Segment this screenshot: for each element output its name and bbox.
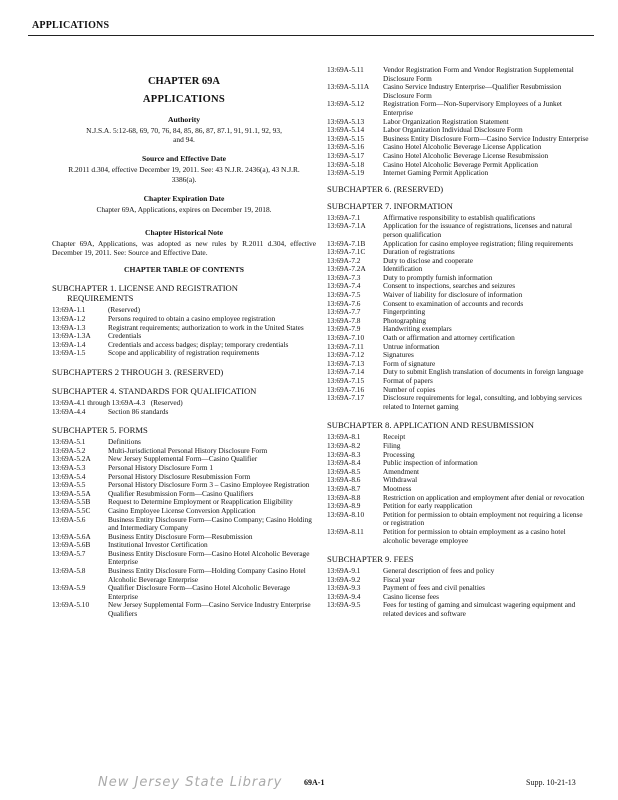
subchapter-4-list — [52, 399, 316, 416]
subchapter-9-heading: SUBCHAPTER 9. FEES — [327, 554, 414, 565]
section-number: 13:69A-7.15 — [327, 376, 365, 385]
toc-row — [327, 100, 589, 117]
section-number: 13:69A-7.1B — [327, 238, 366, 248]
subchapters-2-3-heading: SUBCHAPTERS 2 THROUGH 3. (RESERVED) — [52, 366, 224, 377]
section-number: 13:69A-8.7 — [327, 483, 361, 493]
section-number: 13:69A-7.4 — [327, 281, 361, 291]
section-number: 13:69A-7.2 — [327, 255, 361, 265]
toc-row — [327, 468, 589, 477]
section-number: 13:69A-5.6A — [52, 531, 91, 541]
section-number: 13:69A-5.16 — [327, 142, 365, 152]
section-title: Filing — [383, 440, 401, 450]
subchapter-8-heading: SUBCHAPTER 8. APPLICATION AND RESUBMISSION — [327, 420, 534, 431]
toc-row — [327, 377, 589, 386]
section-number: 13:69A-7.6 — [327, 298, 361, 308]
section-title: Affirmative responsibility to establish qualifications — [383, 212, 536, 222]
section-title: New Jersey Supplemental Form—Casino Service Industry Enterprise Qualifiers — [108, 600, 311, 619]
section-title: Casino license fees — [383, 591, 439, 601]
section-title: Duty to disclose and cooperate — [383, 255, 473, 265]
section-number: 13:69A-7.9 — [327, 324, 361, 334]
section-title: Vendor Registration Form and Vendor Registration Supplemental Disclosure Form — [383, 65, 574, 83]
section-title: New Jersey Supplemental Form—Casino Qualifier — [108, 454, 258, 464]
section-number: 13:69A-5.15 — [327, 133, 365, 143]
toc-row — [327, 476, 589, 485]
section-title: Oath or affirmation and attorney certification — [383, 333, 515, 343]
section-number: 13:69A-5.4 — [52, 471, 86, 481]
subchapter-8-list — [327, 433, 589, 545]
toc-row — [327, 351, 589, 360]
toc-row — [327, 169, 589, 178]
section-title: Duty to submit English translation of documents in foreign language — [383, 367, 584, 377]
chapter-label: CHAPTER 69A — [147, 76, 221, 87]
toc-row — [327, 584, 589, 593]
toc-title: CHAPTER TABLE OF CONTENTS — [124, 265, 244, 275]
section-title: Casino Service Industry Enterprise—Qualifier Resubmission Disclosure Form — [383, 82, 562, 100]
section-number: 13:69A-5.14 — [327, 125, 365, 135]
section-number: 13:69A-7.17 — [327, 393, 365, 403]
page-number: 69A-1 — [304, 778, 325, 787]
toc-row — [52, 584, 316, 601]
section-number: 13:69A-7.7 — [327, 307, 361, 317]
section-number: 13:69A-8.5 — [327, 466, 361, 476]
subchapter-4-heading: SUBCHAPTER 4. STANDARDS FOR QUALIFICATION — [52, 385, 257, 396]
section-title: Receipt — [383, 432, 406, 442]
section-title: Institutional Investor Certification — [108, 540, 208, 550]
section-title: Petition for permission to obtain employment as a casino hotel alcoholic beverage employee — [383, 526, 566, 545]
section-title: Registrant requirements; authorization to work in the United States — [108, 322, 304, 332]
page-footer — [0, 775, 618, 792]
toc-row — [327, 601, 589, 618]
toc-row — [327, 300, 589, 309]
section-number: 13:69A-5.6B — [52, 540, 91, 550]
section-number: 13:69A-5.5C — [52, 505, 91, 515]
section-title: Restriction on application and employment after denial or revocation — [383, 492, 585, 502]
toc-row — [327, 257, 589, 266]
section-title: Application for casino employee registration; filing requirements — [383, 238, 574, 248]
section-number: 13:69A-5.19 — [327, 168, 365, 178]
chapter-title: APPLICATIONS — [142, 94, 226, 105]
source-heading: Source and Effective Date — [141, 154, 226, 164]
section-number: 13:69A-5.8 — [52, 566, 86, 576]
toc-row — [52, 550, 316, 567]
section-title: Mootness — [383, 483, 412, 493]
subchapter-1-list — [52, 306, 316, 358]
section-number: 13:69A-5.11A — [327, 82, 370, 92]
expiration-heading: Chapter Expiration Date — [143, 193, 225, 203]
section-title: Number of copies — [383, 384, 436, 394]
section-title: Application for the issuance of registrations, licenses and natural person qualification — [383, 221, 573, 239]
section-title: Form of signature — [383, 358, 436, 368]
history-heading: Chapter Historical Note — [145, 228, 223, 238]
section-number: 13:69A-7.12 — [327, 350, 365, 360]
section-title: Handwriting exemplars — [383, 324, 452, 334]
section-title: Registration Form—Non-Supervisory Employees of a Junket Enterprise — [383, 99, 562, 117]
section-number: 13:69A-5.9 — [52, 583, 86, 593]
section-title: Signatures — [383, 350, 414, 360]
toc-row — [327, 442, 589, 451]
section-number: 13:69A-7.11 — [327, 341, 364, 351]
toc-row — [327, 334, 589, 343]
section-title: Scope and applicability of registration requirements — [108, 348, 260, 358]
section-number: 13:69A-8.3 — [327, 449, 361, 459]
section-number: 13:69A-5.10 — [52, 600, 90, 610]
section-title: Personal History Disclosure Form 3 – Casino Employee Registration — [108, 480, 310, 490]
section-title: Business Entity Disclosure Form—Casino Hotel Alcoholic Beverage Enterprise — [108, 548, 310, 567]
section-title: Disclosure requirements for legal, consulting, and lobbying services related to Internet gaming — [383, 393, 582, 411]
toc-row — [327, 459, 589, 468]
section-title: Untrue information — [383, 341, 440, 351]
section-number: 13:69A-7.1C — [327, 247, 366, 257]
section-number: 13:69A-9.4 — [327, 591, 361, 601]
section-title: (Reserved) — [108, 305, 141, 315]
toc-row — [327, 83, 589, 100]
section-title: Casino Hotel Alcoholic Beverage Permit Application — [383, 159, 539, 169]
section-title: Duration of registrations — [383, 247, 455, 257]
header-rule — [28, 35, 594, 36]
section-number: 13:69A-7.14 — [327, 367, 365, 377]
section-number: 13:69A-7.5 — [327, 290, 361, 300]
subchapter-7-heading: SUBCHAPTER 7. INFORMATION — [327, 200, 453, 211]
toc-row — [327, 433, 589, 442]
history-text: Chapter 69A, Applications, was adopted as new rules by R.2011 d.304, effective December 19, 2011. See: Source and Effective Date. — [52, 239, 316, 258]
section-number: 13:69A-5.7 — [52, 548, 86, 558]
running-head: APPLICATIONS — [32, 20, 110, 31]
section-number: 13:69A-9.2 — [327, 574, 361, 584]
section-number: 13:69A-8.2 — [327, 440, 361, 450]
section-number: 13:69A-7.1A — [327, 221, 366, 231]
section-title: Business Entity Disclosure Form—Resubmission — [108, 531, 253, 541]
section-number: 13:69A-9.1 — [327, 566, 361, 576]
toc-row — [327, 66, 589, 83]
section-title: Request to Determine Employment or Reapplication Eligibility — [108, 497, 293, 507]
toc-row — [327, 317, 589, 326]
section-number: 13:69A-7.2A — [327, 264, 366, 274]
toc-row — [327, 511, 589, 528]
section-title: Public inspection of information — [383, 458, 478, 468]
section-number: 13:69A-5.13 — [327, 116, 365, 126]
section-title: Persons required to obtain a casino employee registration — [108, 314, 276, 324]
section-title: Format of papers — [383, 376, 433, 385]
section-title: Credentials and access badges; display; temporary credentials — [108, 339, 289, 349]
section-number: 13:69A-5.5A — [52, 488, 91, 498]
toc-row — [52, 601, 316, 618]
section-title: Consent to examination of accounts and records — [383, 298, 524, 308]
library-watermark: New Jersey State Library — [98, 775, 283, 790]
right-column — [327, 66, 589, 619]
section-title: Personal History Disclosure Form 1 — [108, 462, 213, 472]
section-title: Labor Organization Registration Statement — [383, 116, 509, 126]
toc-row — [327, 567, 589, 576]
section-number: 13:69A-1.1 — [52, 305, 86, 315]
toc-row — [327, 528, 589, 545]
subchapter-9-list — [327, 567, 589, 619]
section-title: Waiver of liability for disclosure of information — [383, 290, 523, 300]
expiration-text: Chapter 69A, Applications, expires on December 19, 2018. — [96, 204, 272, 214]
section-number: 13:69A-1.5 — [52, 348, 86, 358]
section-title: Petition for early reapplication — [383, 501, 473, 511]
section-number: 13:69A-7.13 — [327, 358, 365, 368]
toc-row — [327, 222, 589, 239]
section-number: 13:69A-4.4 — [52, 406, 86, 416]
section-number: 13:69A-7.3 — [327, 272, 361, 282]
subchapter-5-list — [52, 438, 316, 618]
section-title: Processing — [383, 449, 415, 459]
section-number: 13:69A-1.3A — [52, 331, 91, 341]
section-number: 13:69A-1.3 — [52, 322, 86, 332]
section-number: 13:69A-5.11 — [327, 65, 364, 74]
section-number: 13:69A-5.5B — [52, 497, 91, 507]
section-title: Photographing — [383, 315, 426, 325]
section-number: 13:69A-7.10 — [327, 333, 365, 343]
section-title: Fees for testing of gaming and simulcast wagering equipment and related devices and software — [383, 600, 576, 619]
section-title: Qualifier Resubmission Form—Casino Qualifiers — [108, 488, 254, 498]
section-title: Business Entity Disclosure Form—Holding Company Casino Hotel Alcoholic Beverage Enterprise — [108, 566, 306, 584]
subchapter-6-heading: SUBCHAPTER 6. (RESERVED) — [327, 183, 444, 194]
section-number: 13:69A-5.5 — [52, 480, 86, 490]
toc-row — [52, 349, 316, 358]
section-number: 13:69A-9.5 — [327, 600, 361, 610]
subchapter-5-list-cont — [327, 66, 589, 178]
subchapter-4-rows — [52, 408, 316, 417]
toc-row — [52, 516, 316, 533]
toc-row — [327, 394, 589, 411]
section-title: General description of fees and policy — [383, 566, 495, 576]
section-number: 13:69A-1.4 — [52, 339, 86, 349]
subchapter-1-heading-cont: REQUIREMENTS — [67, 293, 134, 304]
section-number: 13:69A-9.3 — [327, 583, 361, 593]
toc-row — [327, 240, 589, 249]
subchapter-5-heading: SUBCHAPTER 5. FORMS — [52, 425, 148, 436]
section-title: Duty to promptly furnish information — [383, 272, 493, 282]
section-number: 13:69A-8.1 — [327, 432, 361, 442]
subchapter-4-reserved-line: 13:69A-4.1 through 13:69A-4.3 (Reserved) — [52, 397, 183, 407]
section-number: 13:69A-5.3 — [52, 462, 86, 472]
section-number: 13:69A-5.6 — [52, 514, 86, 524]
section-title: Casino Employee License Conversion Application — [108, 505, 256, 515]
section-number: 13:69A-5.17 — [327, 150, 365, 160]
section-title: Fingerprinting — [383, 307, 426, 317]
section-title: Casino Hotel Alcoholic Beverage License Resubmission — [383, 150, 549, 160]
section-title: Petition for permission to obtain employment not requiring a license or registration — [383, 509, 583, 528]
toc-row — [327, 308, 589, 317]
authority-text: N.J.S.A. 5:12-68, 69, 70, 76, 84, 85, 86, 87, 87.1, 91, 91.1, 92, 93, and 94. — [86, 126, 282, 145]
section-number: 13:69A-8.10 — [327, 509, 365, 519]
subchapter-7-list — [327, 214, 589, 412]
section-number: 13:69A-8.6 — [327, 475, 361, 485]
section-title: Credentials — [108, 331, 142, 341]
section-number: 13:69A-5.12 — [327, 99, 365, 109]
subchapter-1-heading — [52, 283, 316, 303]
left-column — [52, 68, 316, 619]
section-title: Business Entity Disclosure Form—Casino Company; Casino Holding and Intermediary Company — [108, 514, 312, 533]
section-title: Definitions — [108, 437, 141, 447]
section-title: Payment of fees and civil penalties — [383, 583, 485, 593]
toc-row — [327, 368, 589, 377]
section-number: 13:69A-5.18 — [327, 159, 365, 169]
section-title: Business Entity Disclosure Form—Casino Service Industry Enterprise — [383, 133, 589, 143]
section-title: Consent to inspections, searches and seizures — [383, 281, 516, 291]
section-number: 13:69A-7.1 — [327, 212, 361, 222]
source-text: R.2011 d.304, effective December 19, 2011. See: 43 N.J.R. 2436(a), 43 N.J.R. 3386(a). — [68, 165, 300, 184]
section-number: 13:69A-8.4 — [327, 458, 361, 468]
section-title: Qualifier Disclosure Form—Casino Hotel Alcoholic Beverage Enterprise — [108, 583, 291, 601]
toc-row — [52, 567, 316, 584]
section-number: 13:69A-8.9 — [327, 501, 361, 511]
section-title: Multi-Jurisdictional Personal History Disclosure Form — [108, 445, 268, 455]
section-number: 13:69A-1.2 — [52, 314, 86, 324]
supplement-date: Supp. 10-21-13 — [526, 778, 576, 787]
section-number: 13:69A-7.16 — [327, 384, 365, 394]
section-number: 13:69A-8.8 — [327, 492, 361, 502]
section-number: 13:69A-5.2A — [52, 454, 91, 464]
subchapter-1-heading-text: SUBCHAPTER 1. LICENSE AND REGISTRATION — [52, 283, 238, 294]
section-title: Labor Organization Individual Disclosure Form — [383, 125, 523, 135]
section-number: 13:69A-8.11 — [327, 526, 364, 536]
section-title: Personal History Disclosure Resubmission Form — [108, 471, 251, 481]
section-title: Internet Gaming Permit Application — [383, 168, 489, 178]
toc-row — [52, 408, 316, 417]
section-title: Fiscal year — [383, 574, 415, 584]
section-title: Section 86 standards — [108, 406, 169, 416]
section-number: 13:69A-5.2 — [52, 445, 86, 455]
section-title: Amendment — [383, 466, 420, 476]
section-title: Identification — [383, 264, 423, 274]
section-title: Withdrawal — [383, 475, 418, 485]
toc-row — [52, 324, 316, 333]
section-title: Casino Hotel Alcoholic Beverage License Application — [383, 142, 542, 152]
section-number: 13:69A-7.8 — [327, 315, 361, 325]
authority-heading: Authority — [167, 115, 201, 124]
toc-row — [327, 343, 589, 352]
section-number: 13:69A-5.1 — [52, 437, 86, 447]
